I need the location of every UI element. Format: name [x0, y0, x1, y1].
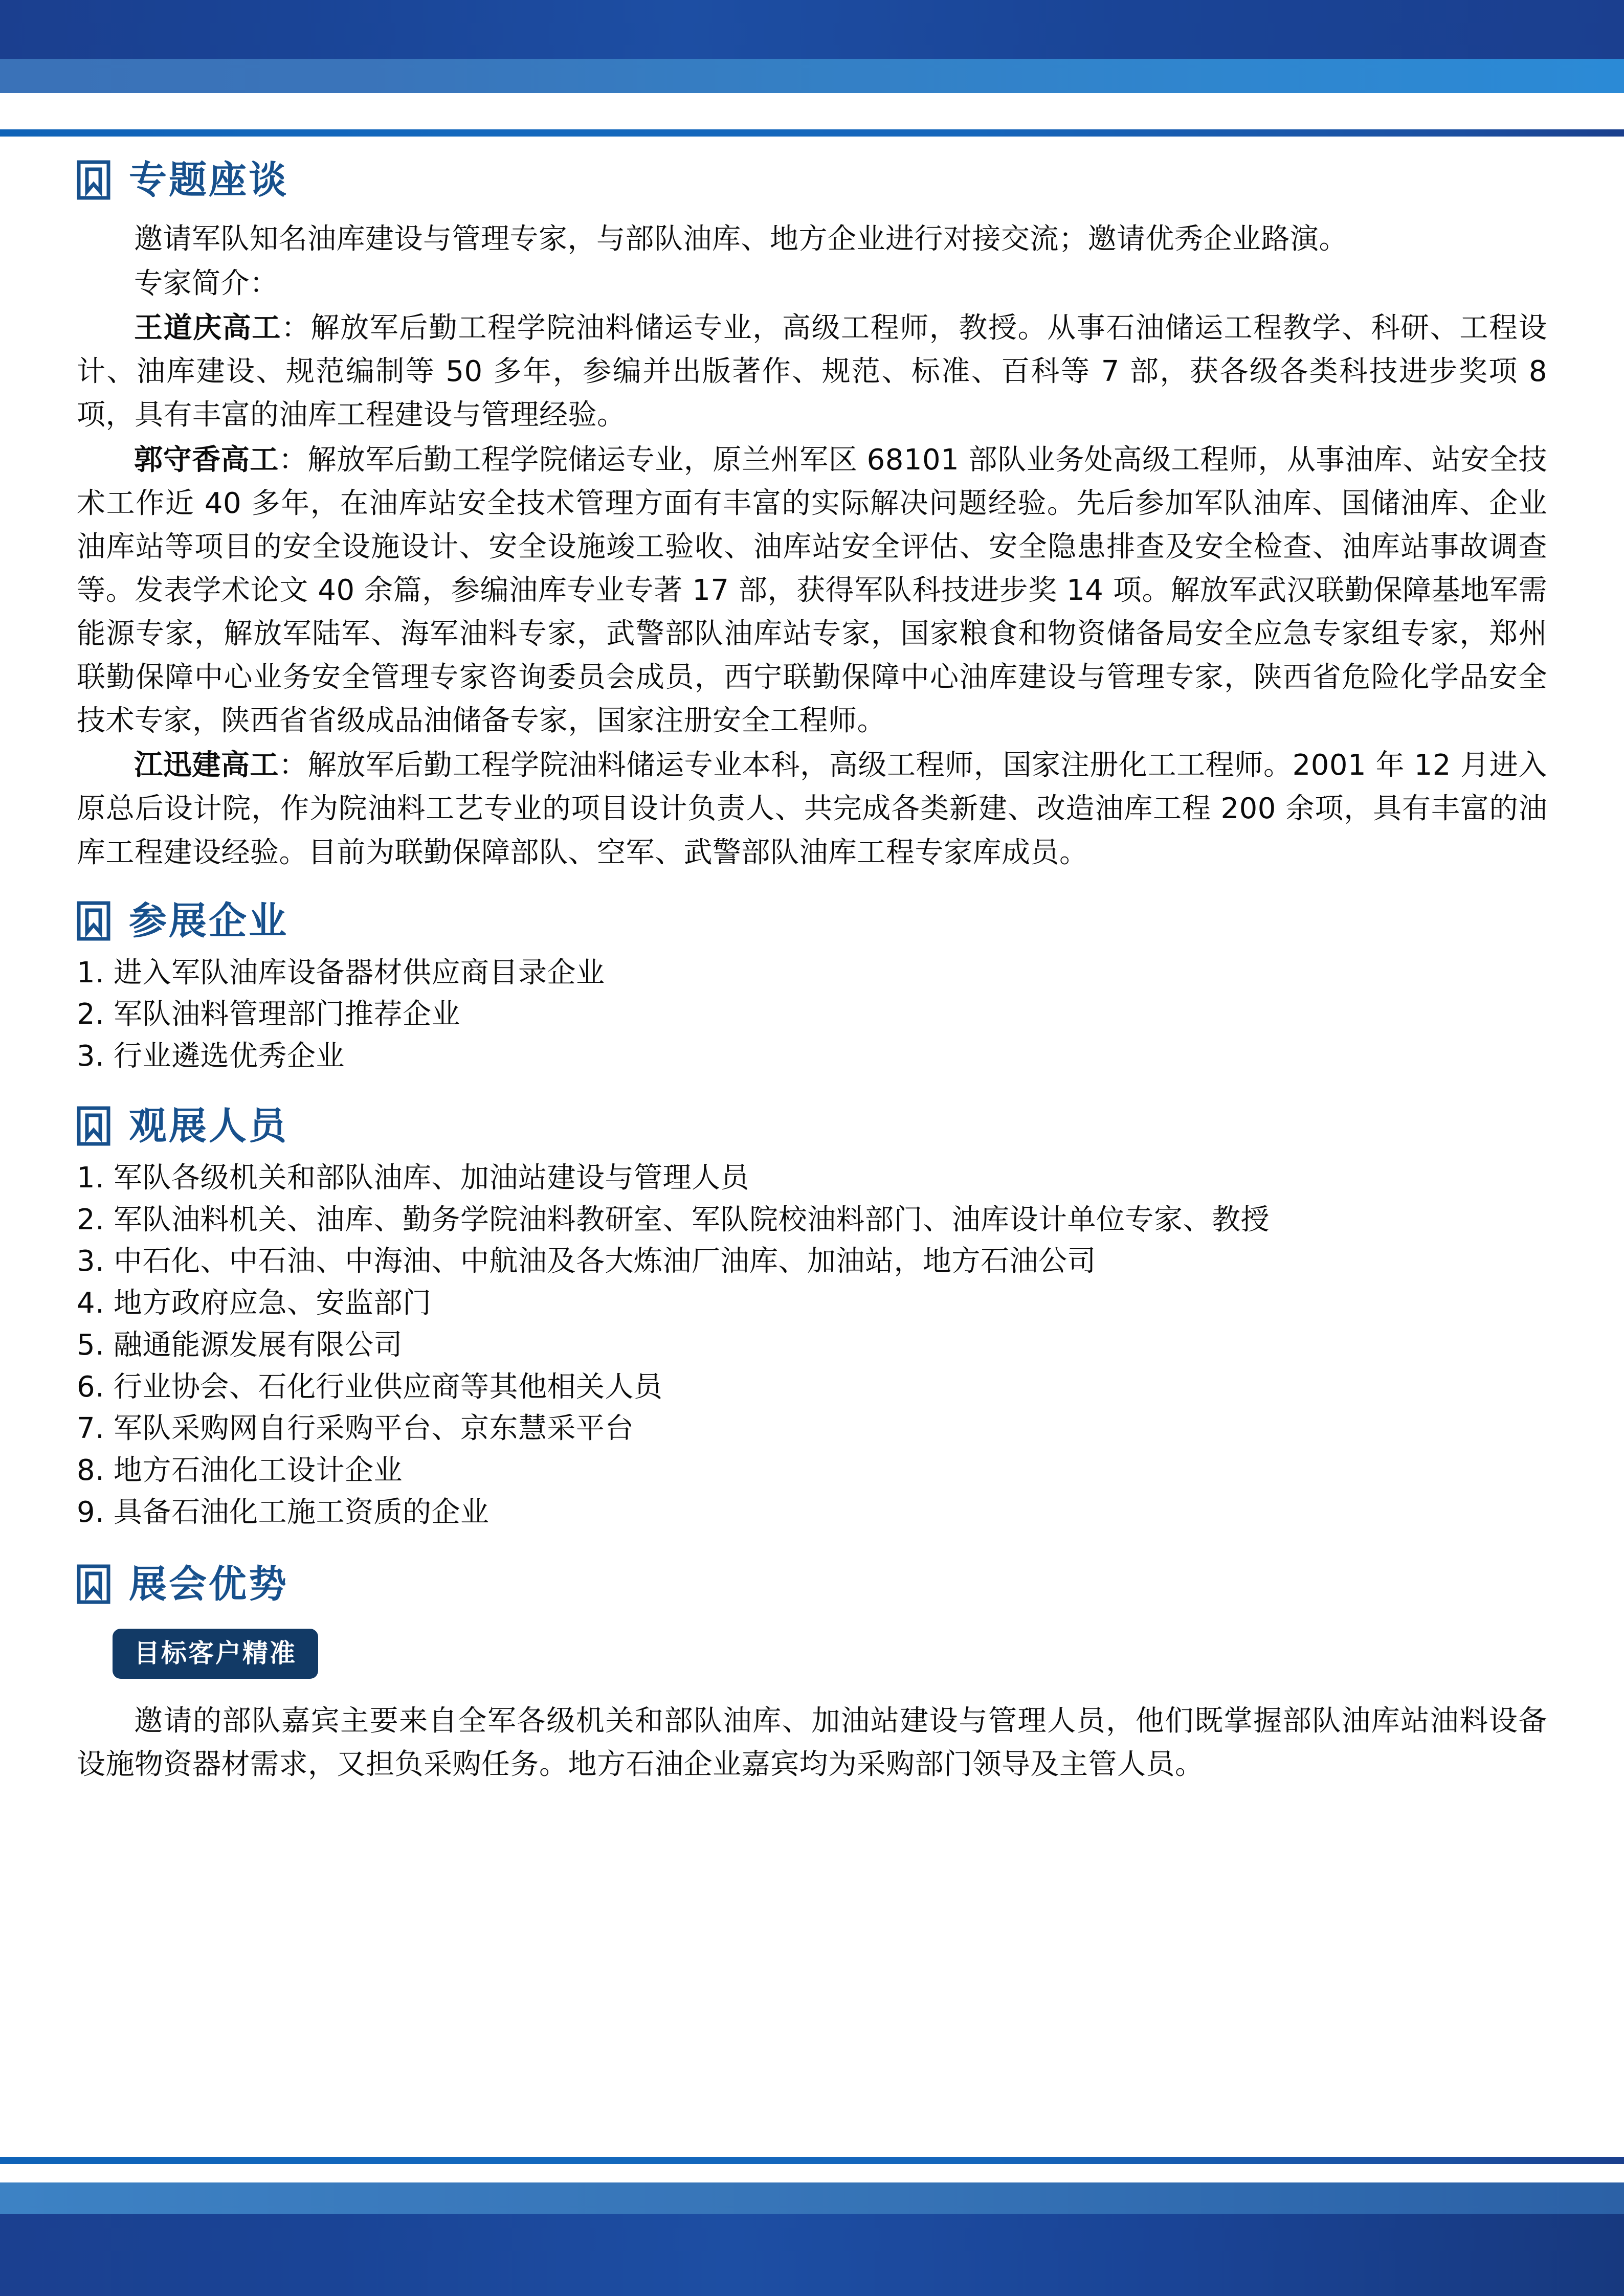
list-item: [77, 1036, 1547, 1077]
list-text: 融通能源发展有限公司: [114, 1328, 403, 1362]
list-item: [77, 952, 1547, 994]
list-text: 中石化、中石油、中海油、中航油及各大炼油厂油库、加油站，地方石油公司: [114, 1245, 1096, 1278]
list-text: 进入军队油库设备器材供应商目录企业: [114, 956, 605, 989]
bookmark-icon: [77, 160, 110, 200]
header-light-band: [0, 59, 1624, 93]
bookmark-icon: [77, 901, 110, 941]
list-text: 行业协会、石化行业供应商等其他相关人员: [114, 1370, 663, 1404]
list-index: 9.: [77, 1495, 105, 1529]
list-item: [77, 1282, 1547, 1324]
list-item: [77, 1408, 1547, 1450]
page-content: [0, 137, 1624, 2157]
list-item: [77, 1199, 1547, 1241]
list-item: [77, 1366, 1547, 1408]
list-index: 4.: [77, 1287, 105, 1320]
expert-name-guo: 郭守香高工: [134, 443, 279, 477]
list-index: 8.: [77, 1454, 105, 1488]
list-item: [77, 1450, 1547, 1492]
forum-intro-paragraph: 邀请军队知名油库建设与管理专家，与部队油库、地方企业进行对接交流；邀请优秀企业路演。: [134, 222, 1348, 256]
expert-name-wang: 王道庆高工: [134, 311, 281, 345]
expert-name-jiang: 江迅建高工: [134, 749, 279, 782]
list-text: 地方政府应急、安监部门: [114, 1287, 432, 1320]
list-text: 地方石油化工设计企业: [114, 1454, 403, 1488]
list-item: [77, 994, 1547, 1036]
section-heading-advantages: [77, 1564, 1547, 1604]
footer-rule: [0, 2157, 1624, 2164]
footer-light-band: [0, 2182, 1624, 2214]
list-text: 军队各级机关和部队油库、加油站建设与管理人员: [114, 1161, 749, 1195]
section-title-forum: 专题座谈: [129, 158, 288, 202]
list-text: 军队采购网自行采购平台、京东慧采平台: [114, 1412, 634, 1446]
section-heading-exhibitors: [77, 898, 1547, 943]
header-dark-band: [0, 0, 1624, 59]
section-heading-forum: [77, 160, 1547, 200]
footer-dark-band: [0, 2214, 1624, 2296]
visitors-list: [77, 1157, 1547, 1534]
list-index: 2.: [77, 1203, 105, 1236]
list-text: 具备石油化工施工资质的企业: [114, 1495, 490, 1529]
expert-bio-wang: [77, 306, 1547, 437]
list-item: [77, 1492, 1547, 1534]
expert-text-jiang: ：解放军后勤工程学院油料储运专业本科，高级工程师，国家注册化工工程师。2001 年 12 月进入原总后设计院，作为院油料工艺专业的项目设计负责人、共完成各类新建、改造油库工程 200 余项，具有丰富的油库工程建设经验。目前为联勤保障部队、空军、武警部队油库工程专家库成员。: [77, 749, 1547, 869]
list-index: 1.: [77, 1161, 105, 1195]
list-text: 军队油料机关、油库、勤务学院油料教研室、军队院校油料部门、油库设计单位专家、教授: [114, 1203, 1270, 1236]
list-item: [77, 1324, 1547, 1366]
section-heading-visitors: [77, 1106, 1547, 1146]
expert-bio-guo: [77, 438, 1547, 743]
list-index: 5.: [77, 1328, 105, 1362]
advantages-paragraph: 邀请的部队嘉宾主要来自全军各级机关和部队油库、加油站建设与管理人员，他们既掌握部队油库站油料设备设施物资器材需求，又担负采购任务。地方石油企业嘉宾均为采购部门领导及主管人员。: [77, 1704, 1547, 1781]
bookmark-icon: [77, 1106, 110, 1146]
section-title-visitors: 观展人员: [129, 1104, 288, 1148]
list-index: 6.: [77, 1370, 105, 1404]
list-text: 军队油料管理部门推荐企业: [114, 998, 460, 1031]
bookmark-icon: [77, 1564, 110, 1604]
expert-bio-jiang: [77, 744, 1547, 874]
section-title-advantages: 展会优势: [129, 1562, 288, 1606]
list-item: [77, 1241, 1547, 1282]
expert-text-wang: ：解放军后勤工程学院油料储运专业，高级工程师，教授。从事石油储运工程教学、科研、工程设计、油库建设、规范编制等 50 多年，参编并出版著作、规范、标准、百科等 7 部，获各级各类科技进步奖项 8 项，具有丰富的油库工程建设与管理经验。: [77, 311, 1548, 432]
section-title-exhibitors: 参展企业: [129, 898, 288, 943]
list-index: 3.: [77, 1040, 105, 1073]
list-text: 行业遴选优秀企业: [114, 1040, 345, 1073]
header-rule: [0, 129, 1624, 137]
expert-text-guo: ：解放军后勤工程学院储运专业，原兰州军区 68101 部队业务处高级工程师，从事油库、站安全技术工作近 40 多年，在油库站安全技术管理方面有丰富的实际解决问题经验。先后参加军队油库、国储油库、企业油库站等项目的安全设施设计、安全设施竣工验收、油库站安全评估、安全隐患排查及安全检查、油库站事故调查等。发表学术论文 40 余篇，参编油库专业专著 17 部，获得军队科技进步奖 14 项。解放军武汉联勤保障基地军需能源专家，解放军陆军、海军油料专家，武警部队油库站专家，国家粮食和物资储备局安全应急专家组专家，郑州联勤保障中心业务安全管理专家咨询委员会成员，西宁联勤保障中心油库建设与管理专家，陕西省危险化学品安全技术专家，陕西省省级成品油储备专家，国家注册安全工程师。: [77, 443, 1548, 738]
forum-expert-label: 专家简介：: [134, 267, 279, 301]
list-item: [77, 1157, 1547, 1199]
status-badge-target-customers: 目标客户精准: [113, 1629, 318, 1679]
list-index: 7.: [77, 1412, 105, 1446]
exhibitors-list: [77, 952, 1547, 1077]
list-index: 2.: [77, 998, 105, 1031]
list-index: 3.: [77, 1245, 105, 1278]
list-index: 1.: [77, 956, 105, 989]
